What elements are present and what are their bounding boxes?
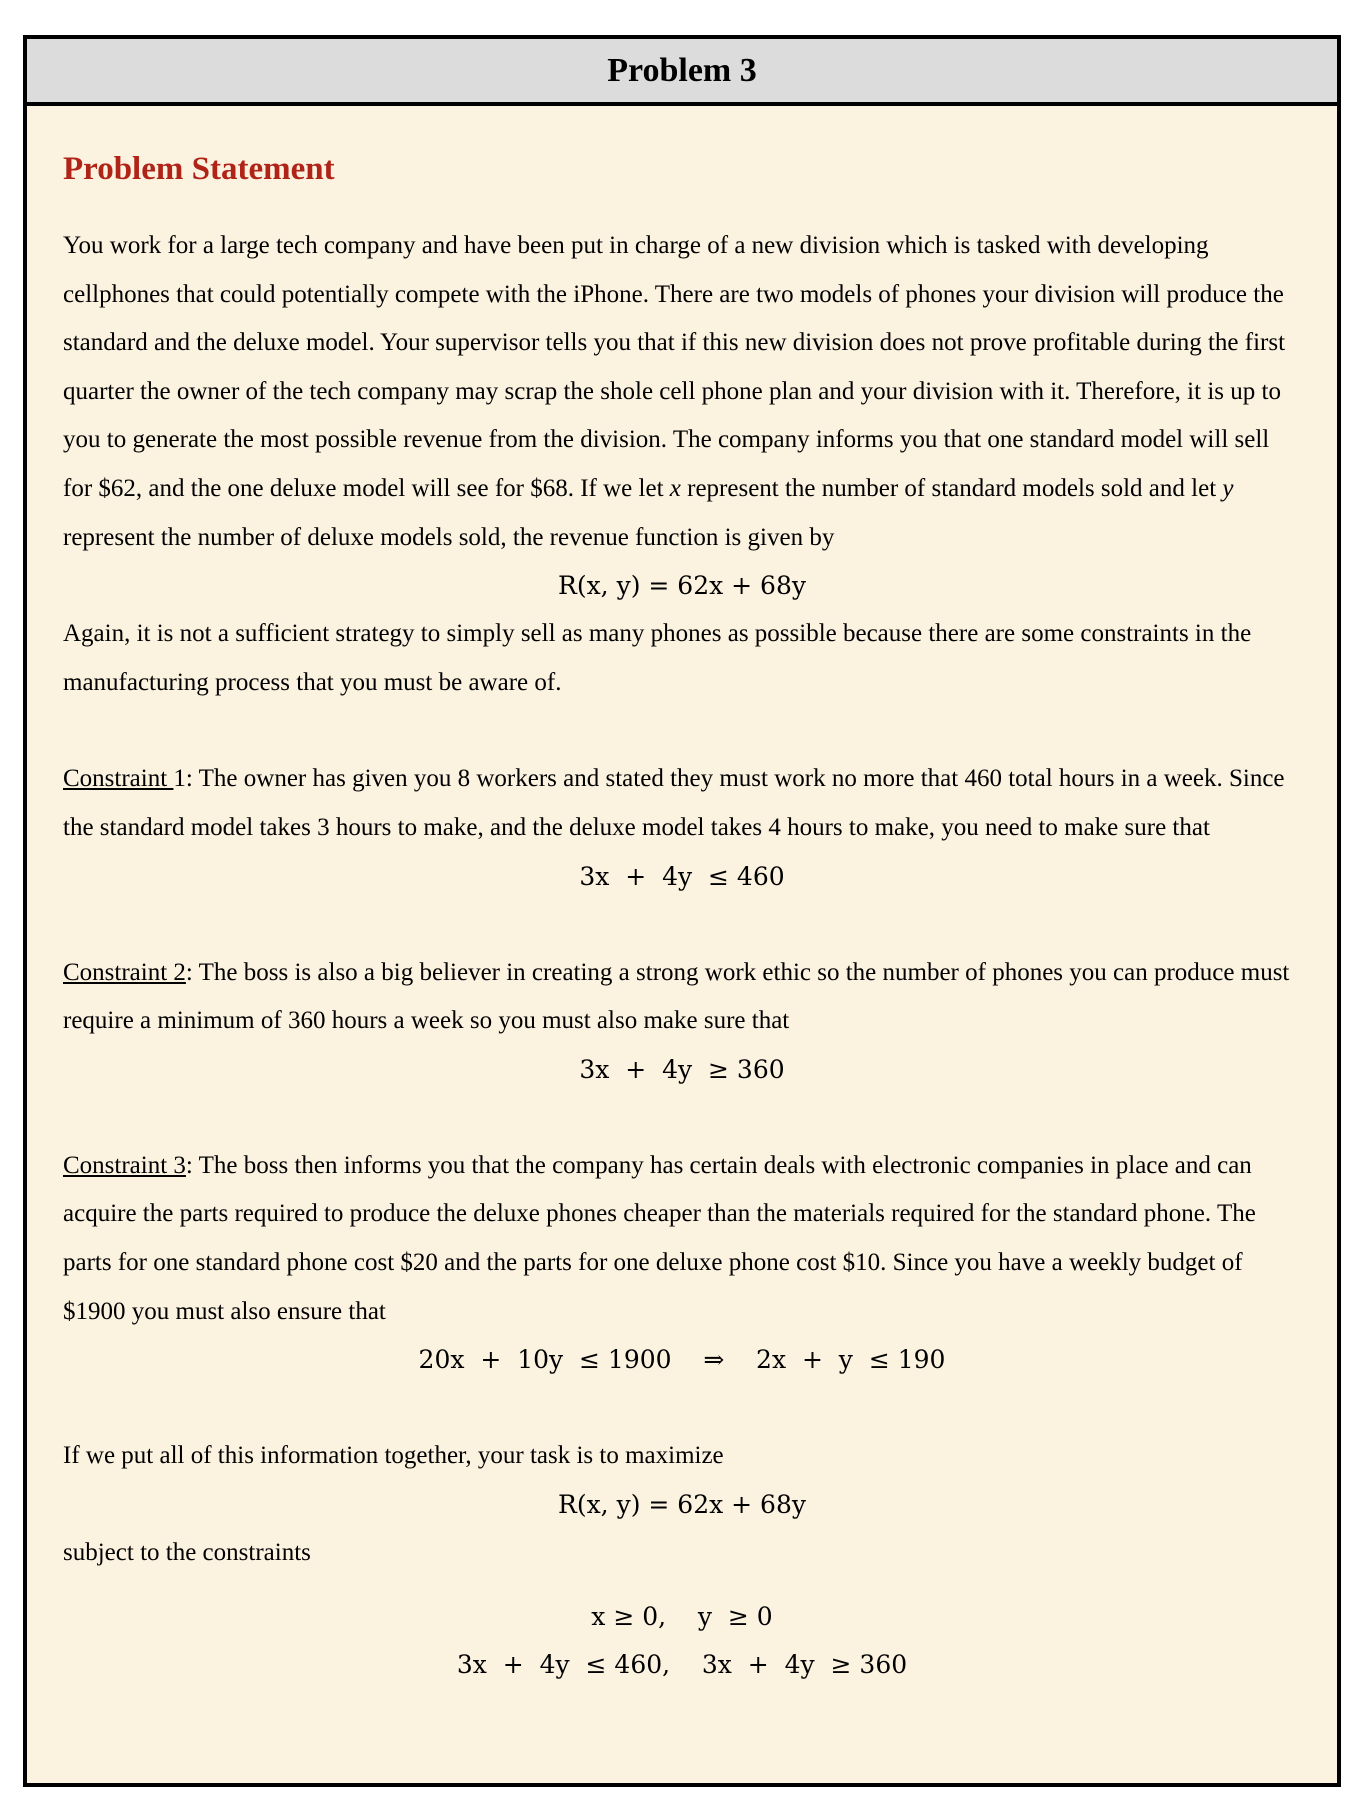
constraint-2-label: Constraint 2 — [63, 958, 186, 986]
constraint-1-paragraph: Constraint 1: The owner has given you 8 workers and stated they must work no more that 460 total hours in a week. Since the standard model takes 3 hours to make, and the deluxe model takes 4 hours to make, you need to make sure that — [63, 765, 1285, 841]
constraint-3-paragraph: Constraint 3: The boss then informs you that the company has certain deals with electronic companies in place and can acquire the parts required to produce the deluxe phones cheaper than the materials required for the standard phone. The parts for one standard phone cost $20 and the parts for one deluxe phone cost $10. Since you have a weekly budget of $1900 you must also ensure that — [63, 1151, 1256, 1325]
constraint-1-equation: 3x + 4y ≤ 460 — [579, 861, 785, 891]
constraint-3-label: Constraint 3 — [63, 1151, 186, 1179]
again-paragraph: Again, it is not a sufficient strategy to simply sell as many phones as possible because there are some constraints in the manufacturing process that you must be aware of. — [63, 620, 1252, 696]
intro-paragraph: You work for a large tech company and have been put in charge of a new division which is tasked with developing cellphones that could potentially compete with the iPhone. There are two models of phones your division will produce the standard and the deluxe model. Your supervisor tells you that if this new division does not prove profitable during the first quarter the owner of the tech company may scrap the shole cell phone plan and your division with it. Therefore, it is up to you to generate the most possible revenue from the division. The company informs you that one standard model will sell for $62, and the one deluxe model will see for $68. If we let x represent the number of standard models sold and let y represent the number of deluxe models sold, the revenue function is given by — [63, 232, 1286, 551]
hours-constraints: 3x + 4y ≤ 460, 3x + 4y ≥ 360 — [456, 1650, 908, 1680]
objective-equation: R(x, y) = 62x + 68y — [558, 1489, 806, 1519]
problem-title: Problem 3 — [607, 51, 757, 89]
problem-card — [23, 35, 1341, 1787]
constraint-2-equation: 3x + 4y ≥ 360 — [579, 1054, 785, 1084]
variable-x: x — [669, 474, 681, 502]
summary-paragraph: If we put all of this information together, your task is to maximize — [63, 1442, 724, 1470]
constraint-2-paragraph: Constraint 2: The boss is also a big believer in creating a strong work ethic so the number of phones you can produce must require a minimum of 360 hours a week so you must also make sure that — [63, 958, 1290, 1035]
constraint-1-label: Constraint — [63, 765, 174, 793]
problem-statement-heading: Problem Statement — [63, 151, 335, 187]
variable-y: y — [1222, 474, 1234, 502]
problem-header — [27, 39, 1337, 106]
constraint-3-equation: 20x + 10y ≤ 1900 ⇒ 2x + y ≤ 190 — [418, 1345, 946, 1375]
subject-to-text: subject to the constraints — [63, 1538, 311, 1566]
revenue-equation: R(x, y) = 62x + 68y — [558, 571, 806, 601]
problem-content — [27, 149, 1337, 1689]
nonnegativity-constraints: x ≥ 0, y ≥ 0 — [591, 1602, 773, 1632]
